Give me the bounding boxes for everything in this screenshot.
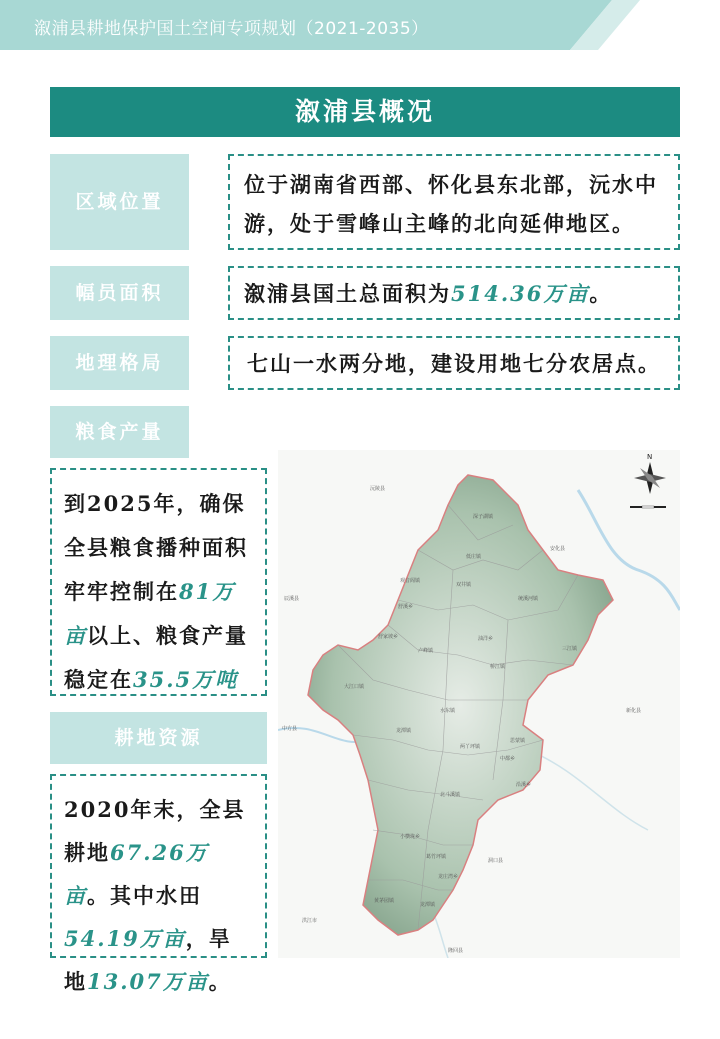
county-boundary [308,475,613,935]
map-place-label: 黄茅园镇 [374,898,395,904]
farmland-text [64,788,253,1003]
page-title: 溆浦县概况 [50,87,680,137]
map-place-label: 双井镇 [456,582,472,588]
map-place-label: 深子湖镇 [473,514,494,520]
area-text-suffix: 。 [589,281,613,306]
label-farmland: 耕地资源 [50,712,267,764]
farmland-p1: 2020年末，全县耕地 [64,797,246,865]
map-place-label: 舒家坡乡 [378,634,399,640]
map-place-label: 中方县 [282,726,298,732]
grain-h1: 81万亩 [64,579,236,648]
area-box [228,266,680,320]
map-place-label: 观音阁镇 [400,578,421,584]
grain-p2: 以上、粮食产量稳定在 [64,623,248,692]
label-location: 区域位置 [50,154,189,250]
document-title: 溆浦县耕地保护国土空间专项规划（2021-2035） [34,19,429,39]
map-place-label: 北斗溪镇 [440,792,461,798]
compass-label: N [647,453,653,461]
county-map [278,450,680,958]
label-area: 幅员面积 [50,266,189,320]
geography-box [228,336,680,390]
map-place-label: 水东镇 [440,708,456,714]
farmland-box [50,774,267,994]
location-box [228,154,680,250]
farmland-h1: 67.26万亩 [64,840,209,908]
map-place-label: 舒溪乡 [398,604,414,610]
map-place-label: 龙庄湾乡 [438,874,459,880]
map-place-label: 新化县 [626,708,642,714]
grain-text [64,482,253,746]
label-grain: 粮食产量 [50,406,189,458]
map-place-label: 龙潭镇 [396,728,412,734]
map-place-label: 辰溪县 [284,596,300,602]
map-place-label: 三江镇 [562,646,578,652]
grain-h2: 35.5万吨 [133,667,239,692]
location-text: 位于湖南省西部、怀化县东北部，沅水中游，处于雪峰山主峰的北向延伸地区。 [244,172,658,236]
map-place-label: 统溪河镇 [518,596,539,602]
map-place-label: 安化县 [550,546,566,552]
geography-text: 七山一水两分地，建设用地七分农居点。 [247,351,661,376]
map-place-label: 沅陵县 [370,486,386,492]
map-place-label: 葛竹坪镇 [426,854,447,860]
header-band [0,0,720,50]
map-place-label: 低庄镇 [466,554,482,560]
farmland-p4: 。 [208,969,232,994]
map-place-label: 桥江镇 [490,664,506,670]
farmland-h3: 13.07万亩 [87,969,209,994]
farmland-h2: 54.19万亩 [64,926,186,951]
farmland-p2: 。其中水田 [87,883,202,908]
grain-p1: 到2025年，确保全县粮食播种面积牢牢控制在 [64,491,248,604]
scale-bar [630,506,666,508]
farmland-p3: ，旱地 [64,926,232,994]
map-place-label: 隆回县 [448,948,464,954]
map-place-label: 大江口镇 [344,684,365,690]
area-text [244,274,664,313]
north-arrow-icon [634,453,666,494]
map-place-label: 卢峰镇 [418,648,434,654]
map-place-label: 思蒙镇 [510,738,526,744]
map-place-label: 洞口县 [488,858,504,864]
grain-box [50,468,267,696]
map-place-label: 中都乡 [500,756,516,762]
area-highlight: 514.36万亩 [451,281,590,306]
map-place-label: 油洋乡 [478,636,494,642]
area-text-prefix: 溆浦县国土总面积为 [244,281,451,306]
map-place-label: 沿溪乡 [516,782,532,788]
map-place-label: 小横垅乡 [400,834,421,840]
map-place-label: 龙潭镇 [420,902,436,908]
label-geography: 地理格局 [50,336,189,390]
map-place-label: 洪江市 [302,918,318,924]
map-place-label: 两丫坪镇 [460,744,481,750]
